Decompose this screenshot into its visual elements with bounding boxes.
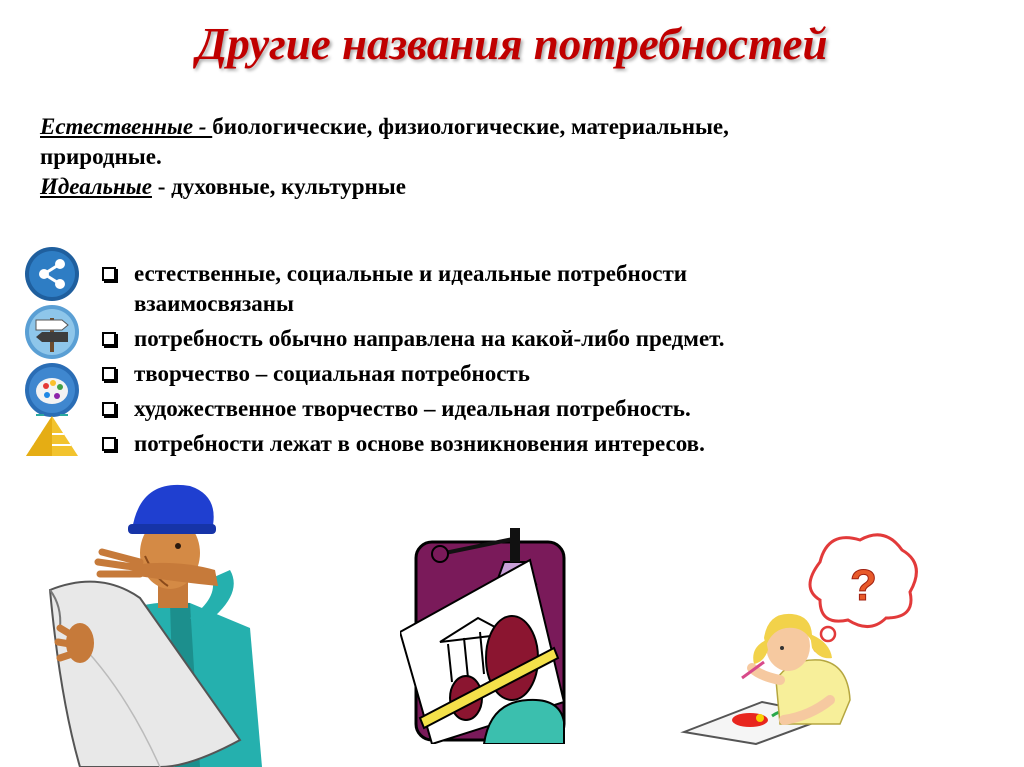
term-ideal: Идеальные	[40, 174, 152, 199]
checkbox-icon	[102, 402, 116, 416]
thinking-girl-illustration	[680, 530, 920, 745]
bullet-text: творчество – социальная потребность	[134, 361, 530, 386]
list-item	[98, 394, 898, 424]
list-item	[98, 324, 898, 354]
term-natural: Естественные -	[40, 114, 213, 139]
page-title: Другие названия потребностей	[196, 19, 828, 69]
definition-ideal	[40, 172, 940, 202]
bullet-text: художественное творчество – идеальная потребность.	[134, 396, 691, 421]
list-item	[98, 259, 898, 319]
checkbox-icon	[102, 367, 116, 381]
natural-text: биологические, физиологические, материальные,	[212, 114, 729, 139]
natural-text-2: природные.	[40, 144, 162, 169]
share-icon[interactable]	[22, 246, 82, 302]
list-item	[98, 429, 898, 459]
worker-blueprint-illustration	[40, 478, 270, 767]
ideal-text: - духовные, культурные	[151, 174, 406, 199]
checkbox-icon	[102, 332, 116, 346]
palette-icon[interactable]	[22, 362, 82, 418]
checkbox-icon	[102, 437, 116, 451]
bullet-text: потребность обычно направлена на какой-либо предмет.	[134, 326, 725, 351]
svg-text:?: ?	[850, 561, 877, 610]
bullet-text: потребности лежат в основе возникновения интересов.	[134, 431, 705, 456]
signpost-icon[interactable]	[22, 304, 82, 360]
pyramid-icon[interactable]	[22, 412, 82, 468]
list-item	[98, 359, 898, 389]
bullet-text-cont: взаимосвязаны	[134, 291, 295, 316]
drawing-board-illustration	[400, 522, 570, 744]
definition-natural	[40, 112, 940, 142]
bullet-list	[98, 259, 898, 464]
definitions	[40, 112, 940, 202]
bullet-text: естественные, социальные и идеальные потребности	[134, 261, 688, 286]
checkbox-icon	[102, 267, 116, 281]
